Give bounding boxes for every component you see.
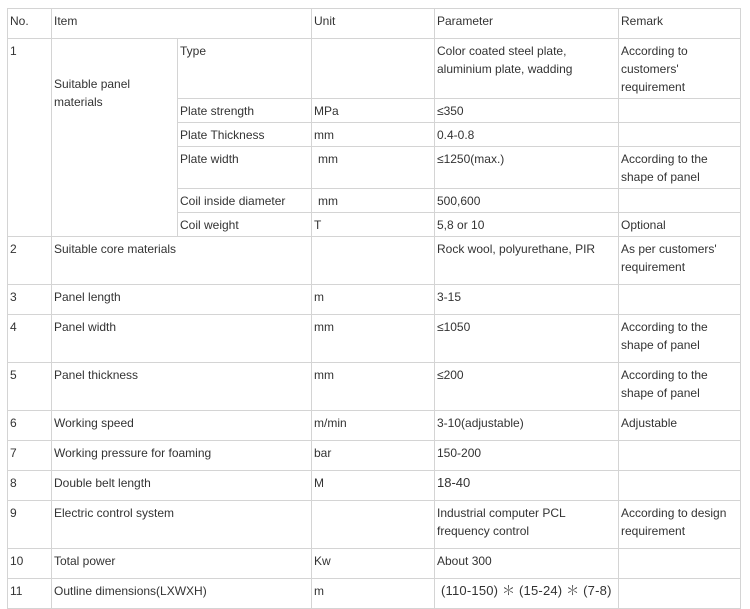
sub-item-name: Coil weight <box>178 213 312 237</box>
row-item: Suitable core materials <box>52 237 312 285</box>
row-parameter: (110-150) ＊ (15-24) ＊ (7-8) <box>435 579 619 609</box>
sub-item-unit: T <box>312 213 435 237</box>
row-parameter: 3-10(adjustable) <box>435 411 619 441</box>
row-number: 3 <box>8 285 52 315</box>
sub-item-name: Type <box>178 39 312 99</box>
table-row <box>8 285 741 315</box>
row-item: Total power <box>52 549 312 579</box>
header-parameter: Parameter <box>435 9 619 39</box>
header-item: Item <box>52 9 312 39</box>
row-parameter: ≤1050 <box>435 315 619 363</box>
row-remark <box>619 471 741 501</box>
row-unit <box>312 501 435 549</box>
spec-table <box>7 8 741 609</box>
header-row <box>8 9 741 39</box>
row-number: 6 <box>8 411 52 441</box>
table-row <box>8 39 741 99</box>
header-remark: Remark <box>619 9 741 39</box>
row-remark: As per customers' requirement <box>619 237 741 285</box>
row-item: Double belt length <box>52 471 312 501</box>
sub-item-name: Plate Thickness <box>178 123 312 147</box>
row-remark: According to the shape of panel <box>619 315 741 363</box>
sub-item-parameter: ≤1250(max.) <box>435 147 619 189</box>
row-number: 8 <box>8 471 52 501</box>
row-remark <box>619 549 741 579</box>
sub-item-remark: Optional <box>619 213 741 237</box>
row-number: 10 <box>8 549 52 579</box>
sub-item-parameter: ≤350 <box>435 99 619 123</box>
sub-item-parameter: 500,600 <box>435 189 619 213</box>
row-number: 7 <box>8 441 52 471</box>
sub-item-remark <box>619 99 741 123</box>
sub-item-name: Plate width <box>178 147 312 189</box>
sub-item-unit: MPa <box>312 99 435 123</box>
row-parameter: Industrial computer PCL frequency control <box>435 501 619 549</box>
row-number: 9 <box>8 501 52 549</box>
table-row <box>8 471 741 501</box>
sub-item-unit: mm <box>312 147 435 189</box>
row-remark: Adjustable <box>619 411 741 441</box>
row-remark <box>619 441 741 471</box>
row-item: Panel thickness <box>52 363 312 411</box>
row-group-label: Suitable panel materials <box>52 39 178 237</box>
row-number: 2 <box>8 237 52 285</box>
row-parameter: About 300 <box>435 549 619 579</box>
sub-item-unit: mm <box>312 189 435 213</box>
row-unit: mm <box>312 315 435 363</box>
row-remark <box>619 579 741 609</box>
table-row <box>8 315 741 363</box>
row-number: 1 <box>8 39 52 237</box>
sub-item-parameter: Color coated steel plate, aluminium plate, wadding <box>435 39 619 99</box>
row-unit: m <box>312 579 435 609</box>
row-unit: m <box>312 285 435 315</box>
row-unit: m/min <box>312 411 435 441</box>
row-item: Panel width <box>52 315 312 363</box>
sub-item-unit: mm <box>312 123 435 147</box>
sub-item-name: Coil inside diameter <box>178 189 312 213</box>
row-parameter: Rock wool, polyurethane, PIR <box>435 237 619 285</box>
sub-item-parameter: 5,8 or 10 <box>435 213 619 237</box>
row-item: Panel length <box>52 285 312 315</box>
row-number: 11 <box>8 579 52 609</box>
row-unit: M <box>312 471 435 501</box>
row-unit: Kw <box>312 549 435 579</box>
table-row <box>8 411 741 441</box>
table-row <box>8 363 741 411</box>
row-number: 4 <box>8 315 52 363</box>
table-row <box>8 237 741 285</box>
sub-item-remark: According to customers' requirement <box>619 39 741 99</box>
row-parameter: 3-15 <box>435 285 619 315</box>
row-remark: According to the shape of panel <box>619 363 741 411</box>
sub-item-remark <box>619 123 741 147</box>
table-row <box>8 501 741 549</box>
row-unit: mm <box>312 363 435 411</box>
table-row <box>8 441 741 471</box>
row-remark: According to design requirement <box>619 501 741 549</box>
row-unit: bar <box>312 441 435 471</box>
row-parameter: ≤200 <box>435 363 619 411</box>
row-item: Electric control system <box>52 501 312 549</box>
sub-item-unit <box>312 39 435 99</box>
sub-item-parameter: 0.4-0.8 <box>435 123 619 147</box>
row-item: Working pressure for foaming <box>52 441 312 471</box>
header-no: No. <box>8 9 52 39</box>
row-parameter: 18-40 <box>435 471 619 501</box>
sub-item-name: Plate strength <box>178 99 312 123</box>
row-number: 5 <box>8 363 52 411</box>
row-unit <box>312 237 435 285</box>
row-remark <box>619 285 741 315</box>
sub-item-remark: According to the shape of panel <box>619 147 741 189</box>
header-unit: Unit <box>312 9 435 39</box>
table-row <box>8 579 741 609</box>
row-item: Working speed <box>52 411 312 441</box>
sub-item-remark <box>619 189 741 213</box>
row-parameter: 150-200 <box>435 441 619 471</box>
row-item: Outline dimensions(LXWXH) <box>52 579 312 609</box>
table-row <box>8 549 741 579</box>
